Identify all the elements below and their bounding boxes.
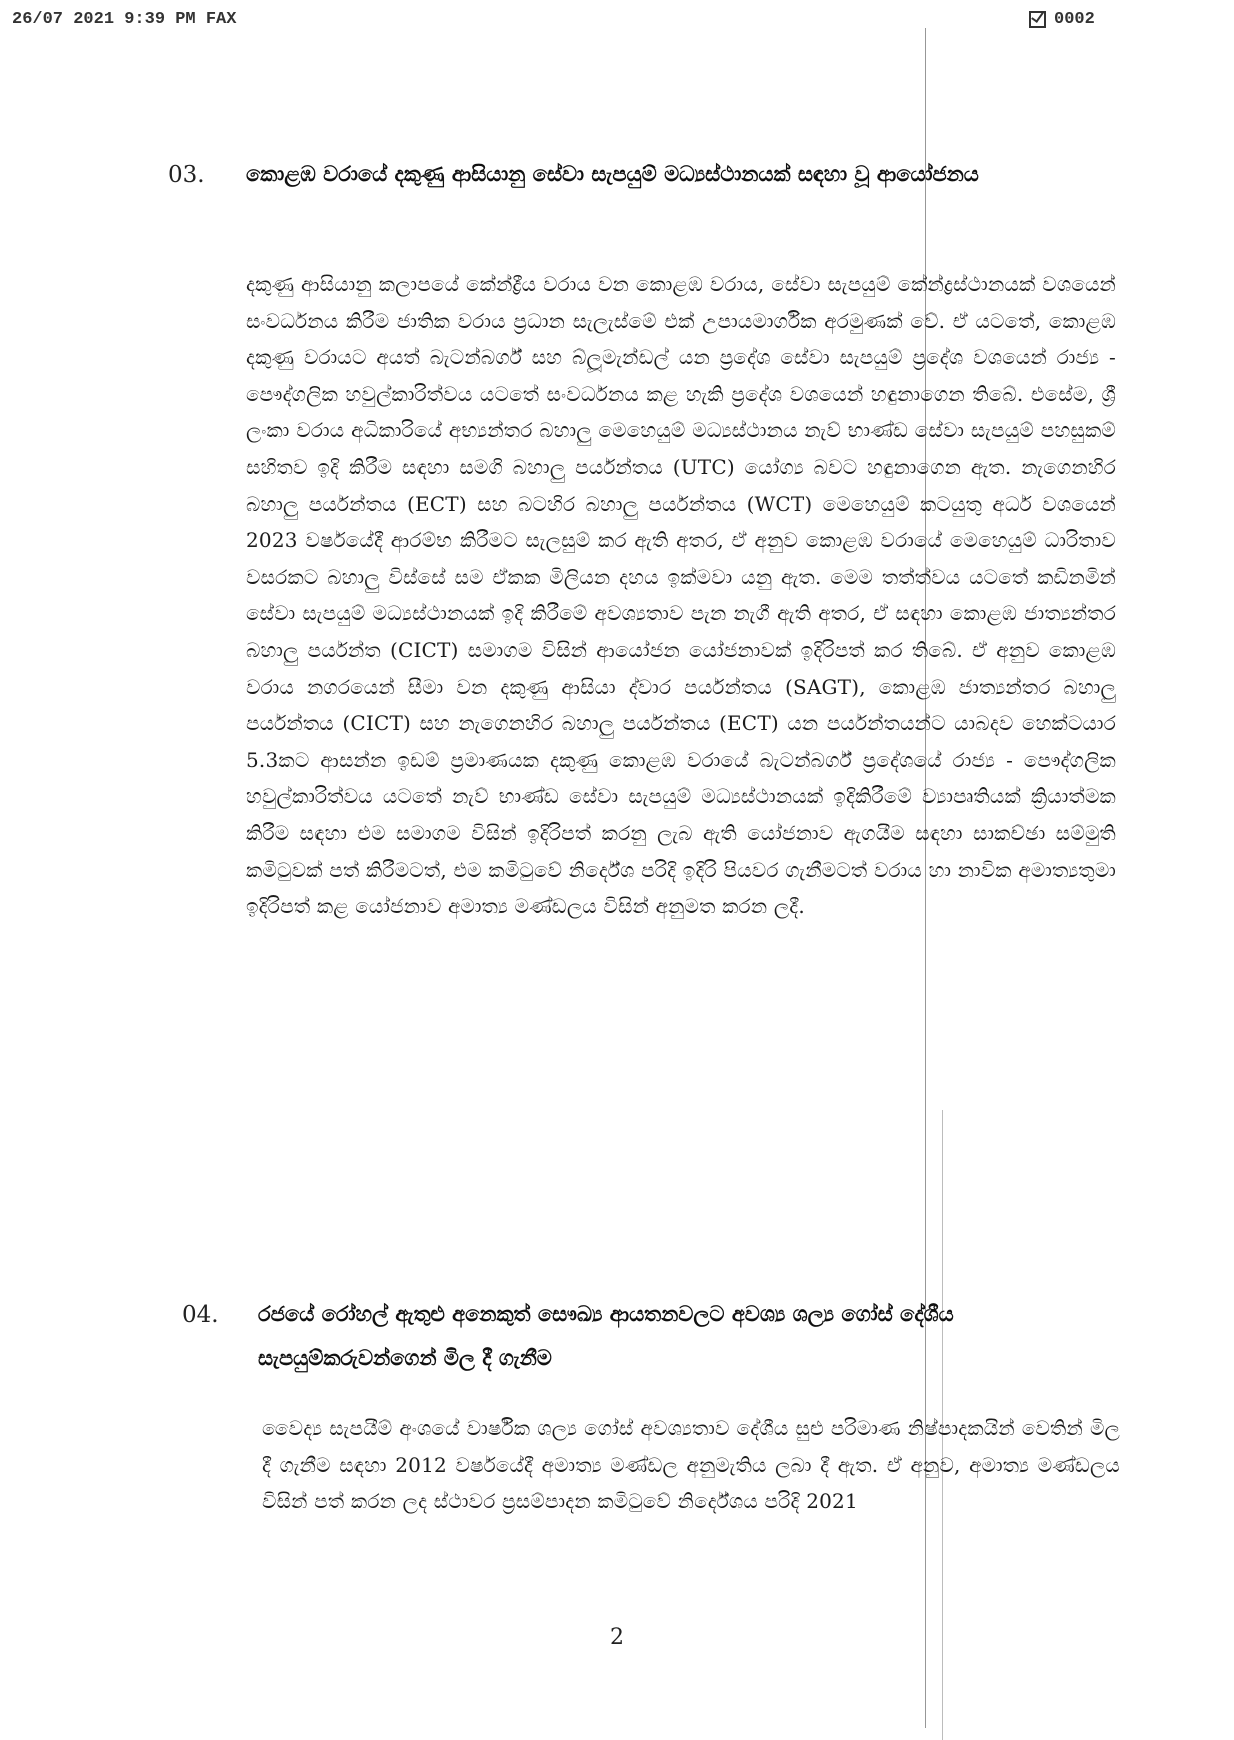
section-title: කොළඹ වරායේ දකුණු ආසියානු සේවා සැපයුම් මධ්‍යස්ථානයක් සඳහා වූ ආයෝජනය (246, 162, 979, 186)
page-number: 2 (610, 1625, 624, 1650)
section-number: 04. (182, 1302, 219, 1328)
section-number: 03. (168, 162, 205, 188)
fax-header (12, 10, 1222, 34)
section-title: රජයේ රෝහල් ඇතුළු අනෙකුත් සෞඛ්‍ය ආයතනවලට අවශ්‍ය ශල්‍ය ගෝස් දේශීය සැපයුම්කරුවන්ගෙන් මිල දී ගැනීම (258, 1302, 954, 1370)
fax-timestamp: 26/07 2021 9:39 PM FAX (12, 10, 237, 29)
fax-page-code (1029, 10, 1095, 29)
checkbox-icon (1029, 11, 1046, 28)
fax-page-number: 0002 (1054, 10, 1095, 29)
section-body: වෛද්‍ය සැපයීම් අංශයේ වාර්ෂික ශල්‍ය ගෝස් අවශ්‍යතාව දේශීය සුළු පරිමාණ නිෂ්පාදකයින් වෙතින් මිල දී ගැනීම සඳහා 2012 වර්ෂයේදී අමාත්‍ය මණ්ඩල අනුමැතිය ලබා දී ඇත. ඒ අනුව, අමාත්‍ය මණ්ඩලය විසින් පත් කරන ලද ස්ථාවර ප්‍රසම්පාදන කමිටුවේ නිර්දේශය පරිදි 2021 (262, 1416, 1120, 1514)
section-body: දකුණු ආසියානු කලාපයේ කේන්ද්‍රීය වරාය වන කොළඹ වරාය, සේවා සැපයුම් කේන්ද්‍රස්ථානයක් වශයෙන් සංවර්ධනය කිරීම ජාතික වරාය ප්‍රධාන සැලැස්මේ එක් උපායමාර්ගික අරමුණක් වේ. ඒ යටතේ, කොළඹ දකුණු වරායට අයත් බැටන්බර්ග් සහ බ්ලූමැන්ඩල් යන ප්‍රදේශ සේවා සැපයුම් ප්‍රදේශ වශයෙන් රාජ්‍ය - පෞද්ගලික හවුල්කාරිත්වය යටතේ සංවර්ධනය කළ හැකි ප්‍රදේශ වශයෙන් හඳුනාගෙන තිබේ. එසේම, ශ්‍රී ලංකා වරාය අධිකාරියේ අභ්‍යන්තර බහාලු මෙහෙයුම් මධ්‍යස්ථානය නැව් භාණ්ඩ සේවා සැපයුම් පහසුකම් සහිතව ඉදි කිරීම සඳහා සමගි බහාලු පර්යන්තය (UTC) යෝග්‍ය බවට හඳුනාගෙන ඇත. නැගෙනහිර බහාලු පර්යන්තය (ECT) සහ බටහිර බහාලු පර්යන්තය (WCT) මෙහෙයුම් කටයුතු අර්ධ වශයෙන් 2023 වර්ෂයේදී ආරම්භ කිරීමට සැලසුම් කර ඇති අතර, ඒ අනුව කොළඹ වරායේ මෙහෙයුම් ධාරිතාව වසරකට බහාලු විස්සේ සම ඒකක මිලියන දහය ඉක්මවා යනු ඇත. මෙම තත්ත්වය යටතේ කඩිනමින් සේවා සැපයුම් මධ්‍යස්ථානයක් ඉදි කිරීමේ අවශ්‍යතාව පැන නැගී ඇති අතර, ඒ සඳහා කොළඹ ජාත්‍යන්තර බහාලු පර්යන්ත (CICT) සමාගම විසින් ආයෝජන යෝජනාවක් ඉදිරිපත් කර තිබේ. ඒ අනුව කොළඹ වරාය නගරයෙන් සීමා වන දකුණු ආසියා ද්වාර පර්යන්තය (SAGT), කොළඹ ජාත්‍යන්තර බහාලු පර්යන්තය (CICT) සහ නැගෙනහිර බහාලු පර්යන්තය (ECT) යන පර්යන්තයන්ට යාබදව හෙක්ටයාර 5.3කට ආසන්න ඉඩම් ප්‍රමාණයක දකුණු කොළඹ වරායේ බැටන්බර්ග් ප්‍රදේශයේ රාජ්‍ය - පෞද්ගලික හවුල්කාරිත්වය යටතේ නැව් භාණ්ඩ සේවා සැපයුම් මධ්‍යස්ථානයක් ඉදිකිරීමේ ව්‍යාපෘතියක් ක්‍රියාත්මක කිරීම සඳහා එම සමාගම විසින් ඉදිරිපත් කරනු ලැබ ඇති යෝජනාව ඇගයීම සඳහා සාකච්ඡා සම්මුති කමිටුවක් පත් කිරීමටත්, එම කමිටුවේ නිර්දේශ පරිදි ඉදිරි පියවර ගැනීමටත් වරාය හා නාවික අමාත්‍යතුමා ඉදිරිපත් කළ යෝජනාව අමාත්‍ය මණ්ඩලය විසින් අනුමත කරන ලදී. (246, 272, 1116, 919)
